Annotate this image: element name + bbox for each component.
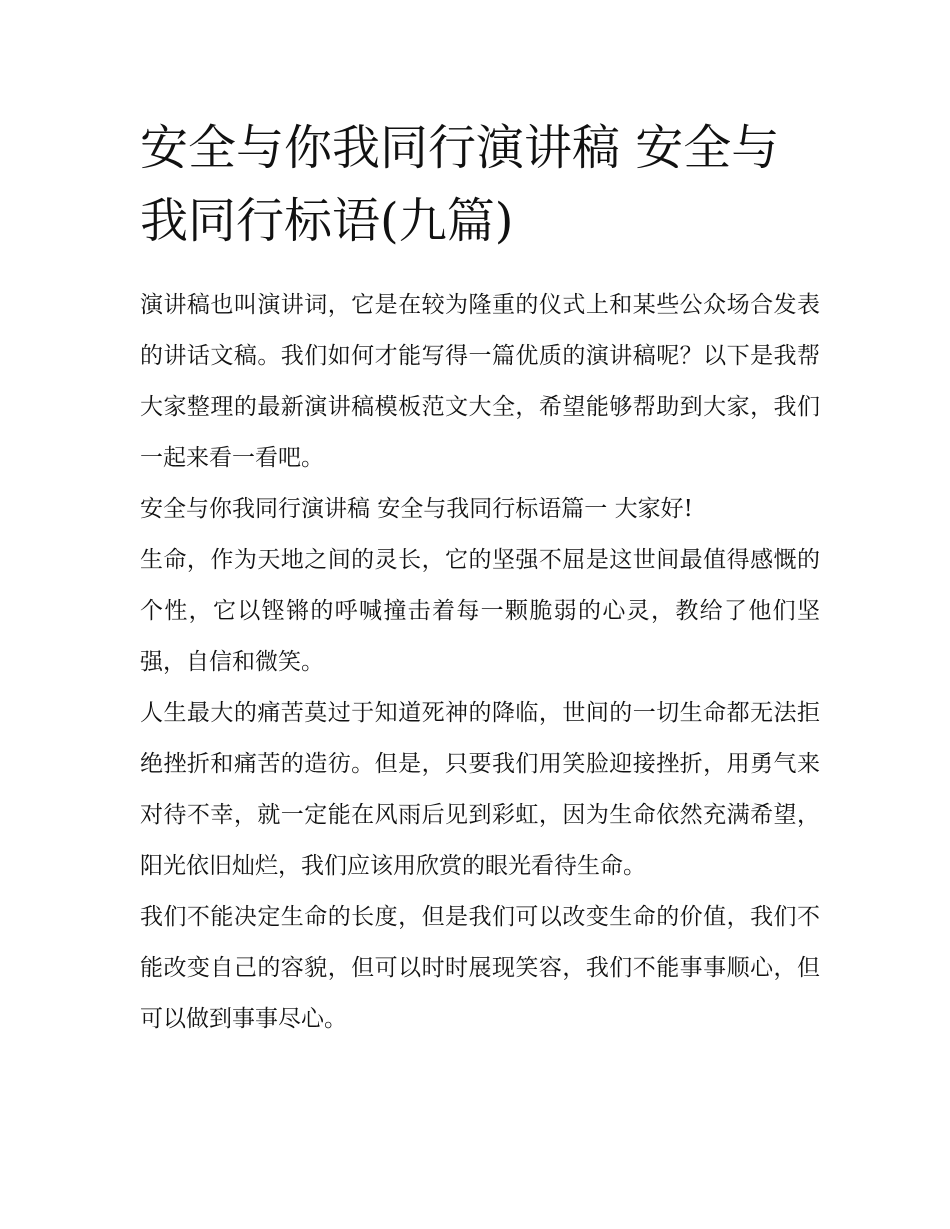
body-paragraph-value: 我们不能决定生命的长度，但是我们可以改变生命的价值，我们不能改变自己的容貌，但可以时时展现笑容，我们不能事事顺心，但可以做到事事尽心。: [140, 904, 820, 1032]
body-paragraph-life: 生命，作为天地之间的灵长，它的坚强不屈是这世间最值得感慨的个性，它以铿锵的呼喊撞击着每一颗脆弱的心灵，教给了他们坚强，自信和微笑。: [140, 547, 820, 675]
intro-paragraph: 演讲稿也叫演讲词，它是在较为隆重的仪式上和某些公众场合发表的讲话文稿。我们如何才能写得一篇优质的演讲稿呢？以下是我帮大家整理的最新演讲稿模板范文大全，希望能够帮助到大家，我们一起来看一看吧。: [140, 292, 820, 471]
document-page: [140, 112, 820, 1045]
section-heading-paragraph: 安全与你我同行演讲稿 安全与我同行标语篇一 大家好!: [140, 496, 693, 522]
body-paragraph-pain: 人生最大的痛苦莫过于知道死神的降临，世间的一切生命都无法拒绝挫折和痛苦的造彷。但是，只要我们用笑脸迎接挫折，用勇气来对待不幸，就一定能在风雨后见到彩虹，因为生命依然充满希望，阳光依旧灿烂，我们应该用欣赏的眼光看待生命。: [140, 700, 820, 879]
document-title: 安全与你我同行演讲稿 安全与我同行标语(九篇): [140, 120, 780, 249]
